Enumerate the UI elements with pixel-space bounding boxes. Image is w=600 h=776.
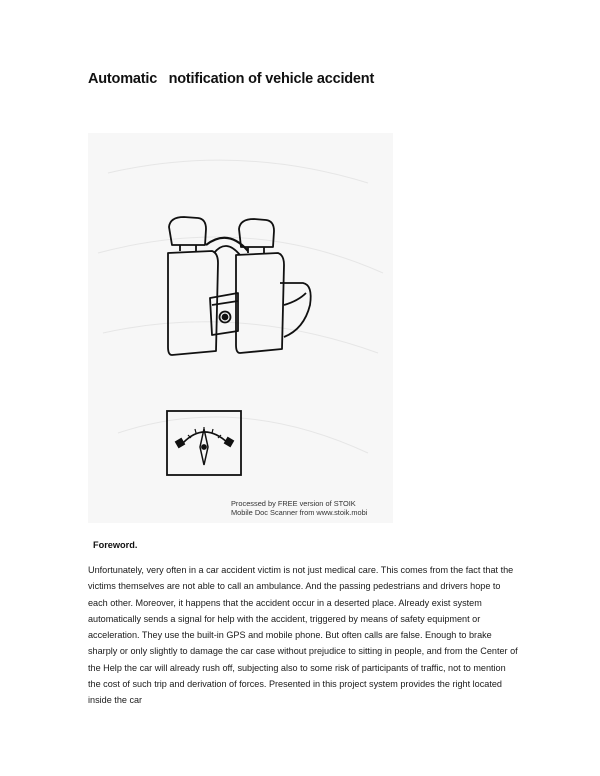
body-paragraph: Unfortunately, very often in a car accident victim is not just medical care. This comes from the fact that the victims themselves are not able to call an ambulance. And the passing pedestrians and drivers hope to each other. Moreover, it happens that the accident occur in a deserted place. Already exist system automatically sends a signal for help with the accident, triggered by means of safety equipment or acceleration. They use the built-in GPS and mobile phone. But often calls are false. Enough to brake sharply or only slightly to damage the car case without prejudice to sitting in people, and from the Center of the Help the car will already rush off, subjecting also to some risk of participants of traffic, not to mention the cost of such trip and derivation of forces. Presented in this project system provides the right located inside the car	[88, 565, 518, 706]
sketch-figure	[88, 133, 393, 523]
figure-caption	[231, 499, 367, 517]
section-heading: Foreword.	[93, 540, 138, 550]
caption-line-1: Processed by FREE version of STOIK	[231, 499, 356, 508]
document-title: Automatic notification of vehicle accident	[88, 71, 375, 87]
caption-line-2: Mobile Doc Scanner from www.stoik.mobi	[231, 508, 368, 517]
car-seats-sketch	[88, 133, 393, 523]
